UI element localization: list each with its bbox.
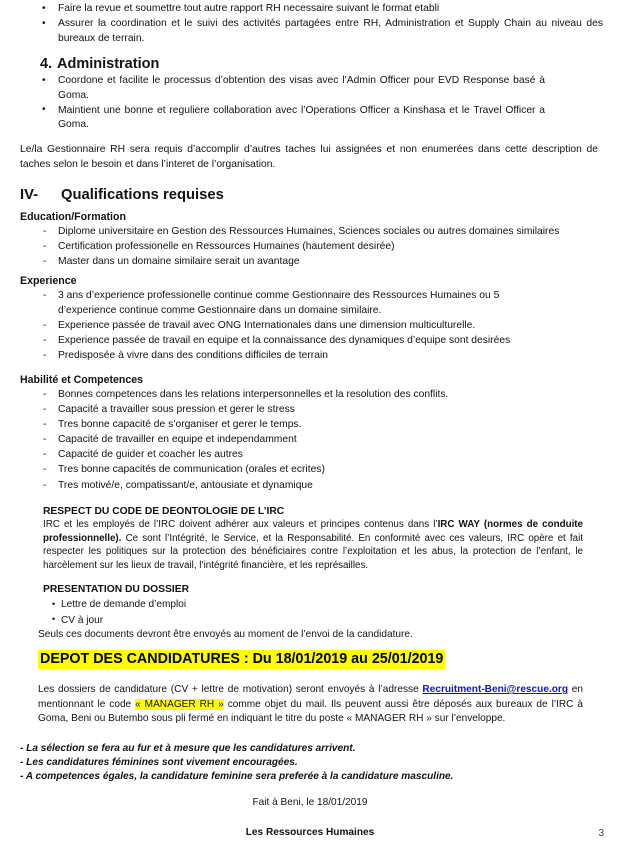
heading-dossier: PRESENTATION DU DOSSIER: [43, 584, 190, 595]
code-of-conduct-paragraph: [43, 518, 583, 572]
list-item: • CV à jour: [52, 613, 400, 628]
section-heading-administration: [0, 55, 620, 73]
manager-rh-code-highlight: « MANAGER RH »: [135, 698, 224, 710]
footer-notes: [20, 742, 580, 785]
section-numeral: IV-: [20, 187, 39, 203]
conduct-text-bold: IRC WAY (normes de conduite professionnelle).: [43, 519, 583, 544]
deadline-banner: [38, 649, 445, 669]
experience-list: [0, 289, 560, 364]
section-title: Administration: [57, 56, 160, 72]
subheading-education: Education/Formation: [20, 211, 126, 223]
footer-note: - A competences égales, la candidature feminine sera preferée à la candidature masculine.: [20, 771, 454, 783]
intro-paragraph-text: Le/la Gestionnaire RH sera requis d’accomplir d’autres taches lui assignées et non enumerées dans cette description de taches selon le besoin et dans l’interet de l’organisation.: [20, 144, 598, 170]
list-item: - Predisposée à vivre dans des conditions difficiles de terrain: [42, 349, 560, 364]
list-item: - Tres bonne capacités de communication (orales et ecrites): [42, 463, 560, 478]
list-item: - Experience passée de travail en equipe et la connaissance des dynamiques d’equipe sont desirées: [42, 334, 560, 349]
list-item: - Diplome universitaire en Gestion des Ressources Humaines, Sciences sociales ou autres domaines similaires: [42, 225, 600, 240]
dossier-note: Seuls ces documents devront être envoyés au moment de l’envoi de la candidature.: [38, 629, 413, 640]
subheading-experience: Experience: [20, 275, 77, 287]
footer-note: - Les candidatures féminines sont vivement encouragées.: [20, 757, 298, 769]
list-item: - Tres bonne capacité de s’organiser et gerer le temps.: [42, 418, 560, 433]
signature-block: [0, 795, 620, 840]
list-item: - Capacité a travailler sous pression et gerer le stress: [42, 403, 560, 418]
footer-note: - La sélection se fera au fur et à mesure que les candidatures arrivent.: [20, 743, 356, 754]
signature-date: Fait à Beni, le 18/01/2019: [252, 797, 368, 808]
signature-name: Les Ressources Humaines: [245, 827, 375, 838]
skills-list: [0, 388, 560, 494]
heading-code-of-conduct: RESPECT DU CODE DE DEONTOLOGIE DE L’IRC: [43, 506, 285, 517]
education-list: [0, 225, 600, 270]
intro-paragraph: [20, 143, 598, 172]
list-item: - Certification professionelle en Ressources Humaines (hautement desirée): [42, 240, 600, 255]
list-item: • Assurer la coordination et le suivi des activités partagées entre RH, Administration et Supply Chain au niveau des bureaux de terrain.: [42, 17, 603, 46]
subheading-skills: Habilité et Competences: [20, 374, 144, 386]
administration-list: [0, 74, 545, 133]
instructions-part1: Les dossiers de candidature (CV + lettre de motivation) seront envoyés à l’adresse: [38, 684, 423, 695]
page-number: 3: [598, 828, 604, 839]
application-instructions: [38, 683, 583, 727]
list-item: - 3 ans d’experience professionelle continue comme Gestionnaire des Ressources Humaines ou 5 d’experience continue comme Gestionnaire dans un domaine similaire.: [42, 289, 560, 318]
list-item: - Capacité de guider et coacher les autres: [42, 448, 560, 463]
list-item: - Bonnes competences dans les relations interpersonnelles et la resolution des conflits.: [42, 388, 560, 403]
section-title: Qualifications requises: [61, 187, 224, 203]
conduct-text-part1: IRC et les employés de l’IRC doivent adhérer aux valeurs et principes contenus dans l’: [43, 519, 438, 530]
dossier-list: [0, 597, 400, 628]
list-item: • Lettre de demande d’emploi: [52, 597, 400, 612]
list-item: • Faire la revue et soumettre tout autre rapport RH necessaire suivant le format etabli: [42, 2, 620, 17]
conduct-text-part2: Ce sont l’Intégrité, le Service, et la Responsabilité. En conformité avec ces valeurs, IRC opère et fait respecter les politiques sur la protection des bénéficiaires contre l’exploitation et les abus, la protection de l’enfant, le harcèlement sur les lieux de travail, l’intégrité financière, et les représailles.: [43, 532, 583, 571]
section-number: 4.: [40, 56, 53, 72]
email-link[interactable]: Recruitment-Beni@rescue.org: [422, 684, 569, 695]
list-item: - Master dans un domaine similaire serait un avantage: [42, 255, 600, 270]
deadline-banner-text: DEPOT DES CANDIDATURES : Du 18/01/2019 au 25/01/2019: [40, 651, 444, 667]
section-heading-qualifications: [0, 186, 620, 205]
instructions-part2: en mentionnant le code: [38, 684, 583, 710]
list-item: • Coordone et facilite le processus d’obtention des visas avec l’Admin Officer pour EVD Response basé à Goma.: [42, 74, 545, 103]
top-duties-list: [0, 2, 620, 47]
list-item: - Tres motivé/e, compatissant/e, antousiate et dynamique: [42, 479, 560, 494]
instructions-part3: comme objet du mail. Ils peuvent aussi être déposés aux bureaux de l’IRC à Goma, Beni ou Butembo sous pli fermé en indiquant le titre du poste « MANAGER RH » sur l’enveloppe.: [38, 698, 583, 725]
list-item: - Capacité de travailler en equipe et independamment: [42, 433, 560, 448]
list-item: • Maintient une bonne et reguliere collaboration avec l’Operations Officer a Kinshasa et le Travel Officer a Goma.: [42, 104, 545, 133]
list-item: - Experience passée de travail avec ONG Internationales dans une dimension multiculturelle.: [42, 319, 560, 334]
